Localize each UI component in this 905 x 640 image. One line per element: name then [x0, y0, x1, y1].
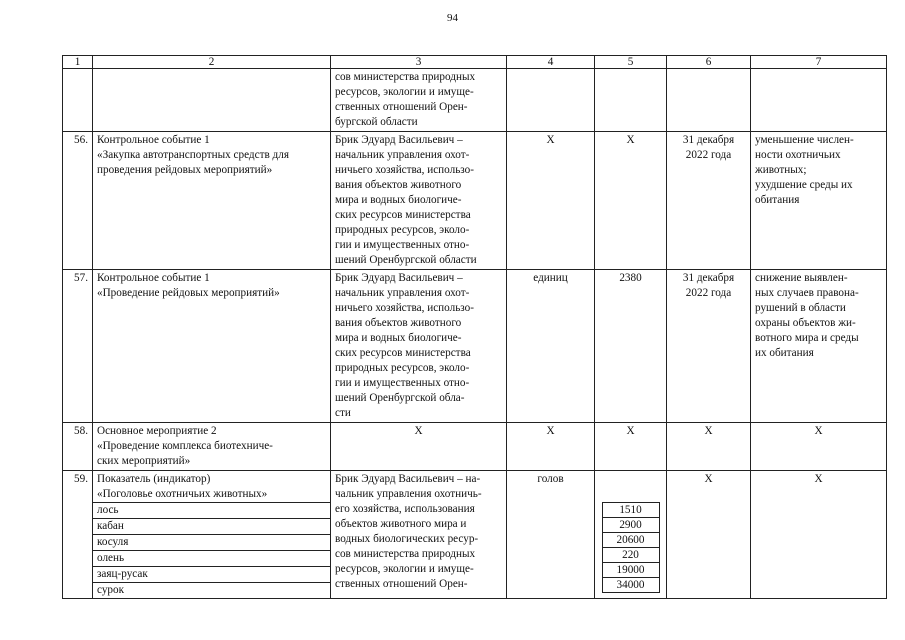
table-row-57	[63, 270, 887, 423]
animal-value: 34000	[602, 578, 660, 593]
consequence: Х	[751, 471, 887, 599]
animal-item: лось	[93, 502, 330, 518]
animal-value: 20600	[602, 533, 660, 548]
indicator-cell	[93, 471, 331, 599]
executor: Брик Эдуард Васильевич – на- чальник управления охотничь- его хозяйства, использования объектов животного мира и водных биологических ресур- сов министерства природных ресурсов, экологии и имуще- ственных отношений Орен-	[331, 471, 507, 599]
table-row-continued	[63, 69, 887, 132]
value: 2380	[595, 270, 667, 423]
header-col-7: 7	[751, 56, 887, 69]
table-row-58	[63, 423, 887, 471]
cell-date	[667, 69, 751, 132]
value: Х	[595, 423, 667, 471]
animal-item: олень	[93, 550, 330, 566]
cell-value	[595, 69, 667, 132]
deadline: 31 декабря 2022 года	[667, 132, 751, 270]
unit: Х	[507, 132, 595, 270]
header-col-3: 3	[331, 56, 507, 69]
executor: Х	[331, 423, 507, 471]
executor: Брик Эдуард Васильевич – начальник управления охот- ничьего хозяйства, использо- вания объектов животного мира и водных биологиче- ских ресурсов министерства природных ресурсов, эколо- гии и имущественных отно- шений Оренбургской обла- сти	[331, 270, 507, 423]
consequence: снижение выявлен- ных случаев правона- рушений в области охраны объектов жи- вотного мира и среды их обитания	[751, 270, 887, 423]
table-row-56	[63, 132, 887, 270]
values-cell	[595, 471, 667, 599]
cell-unit	[507, 69, 595, 132]
event-name: Основное мероприятие 2 «Проведение комплекса биотехниче- ских мероприятий»	[93, 423, 331, 471]
header-row	[63, 56, 887, 69]
animal-item: заяц-русак	[93, 566, 330, 582]
animal-value: 2900	[602, 518, 660, 533]
measures-table	[62, 55, 887, 599]
cell-name	[93, 69, 331, 132]
row-number: 58.	[63, 423, 93, 471]
cell-num	[63, 69, 93, 132]
event-name: Контрольное событие 1 «Проведение рейдовых мероприятий»	[93, 270, 331, 423]
animal-value: 1510	[602, 502, 660, 518]
unit: единиц	[507, 270, 595, 423]
animal-value: 19000	[602, 563, 660, 578]
animal-item: кабан	[93, 518, 330, 534]
header-col-4: 4	[507, 56, 595, 69]
value: Х	[595, 132, 667, 270]
unit: голов	[507, 471, 595, 599]
animal-item: косуля	[93, 534, 330, 550]
row-number: 59.	[63, 471, 93, 599]
indicator-name: Показатель (индикатор) «Поголовье охотничьих животных»	[97, 473, 268, 500]
row-number: 57.	[63, 270, 93, 423]
header-col-5: 5	[595, 56, 667, 69]
cell-result	[751, 69, 887, 132]
table-row-59	[63, 471, 887, 599]
animal-item: сурок	[93, 582, 330, 598]
consequence: Х	[751, 423, 887, 471]
header-col-6: 6	[667, 56, 751, 69]
animal-value: 220	[602, 548, 660, 563]
consequence: уменьшение числен- ности охотничьих животных; ухудшение среды их обитания	[751, 132, 887, 270]
deadline: Х	[667, 423, 751, 471]
header-col-1: 1	[63, 56, 93, 69]
cell-executor: сов министерства природных ресурсов, экологии и имуще- ственных отношений Орен- бургской области	[331, 69, 507, 132]
row-number: 56.	[63, 132, 93, 270]
executor: Брик Эдуард Васильевич – начальник управления охот- ничьего хозяйства, использо- вания объектов животного мира и водных биологиче- ских ресурсов министерства природных ресурсов, эколо- гии и имущественных отно- шений Оренбургской области	[331, 132, 507, 270]
deadline: Х	[667, 471, 751, 599]
unit: Х	[507, 423, 595, 471]
deadline: 31 декабря 2022 года	[667, 270, 751, 423]
event-name: Контрольное событие 1 «Закупка автотранспортных средств для проведения рейдовых мероприятий»	[93, 132, 331, 270]
page-number: 94	[447, 12, 458, 24]
header-col-2: 2	[93, 56, 331, 69]
